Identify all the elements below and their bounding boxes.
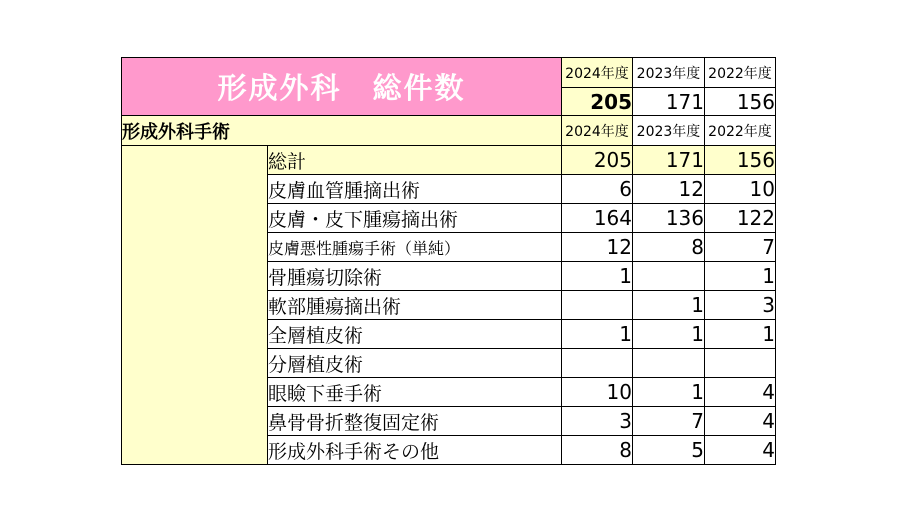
- procedure-label: 皮膚・皮下腫瘍摘出術: [268, 204, 562, 233]
- count-2023: 136: [633, 204, 705, 233]
- year-header-2023: 2023年度: [633, 58, 705, 88]
- count-2024: 6: [562, 175, 633, 204]
- section-label: 形成外科手術: [122, 116, 562, 146]
- sum-row: [122, 146, 776, 175]
- count-2023: [633, 262, 705, 291]
- year-header-2024: 2024年度: [562, 58, 633, 88]
- count-2024: [562, 349, 633, 378]
- table-title: 形成外科 総件数: [122, 58, 562, 116]
- total-count-2022: 156: [705, 88, 776, 116]
- count-2023: 8: [633, 233, 705, 262]
- procedure-label: 軟部腫瘍摘出術: [268, 291, 562, 320]
- count-2023: 7: [633, 407, 705, 436]
- section-side-fill: [122, 146, 268, 465]
- procedure-label: 形成外科手術その他: [268, 436, 562, 465]
- count-2024: [562, 291, 633, 320]
- count-2024: 1: [562, 320, 633, 349]
- count-2023: 5: [633, 436, 705, 465]
- count-2023: 171: [633, 146, 705, 175]
- count-2023: 1: [633, 320, 705, 349]
- count-2022: 122: [705, 204, 776, 233]
- section-header-row: [122, 116, 776, 146]
- count-2024: 205: [562, 146, 633, 175]
- section-year-2022: 2022年度: [705, 116, 776, 146]
- procedure-label: 皮膚悪性腫瘍手術（単純）: [268, 233, 562, 262]
- procedure-label: 総計: [268, 146, 562, 175]
- count-2022: 1: [705, 262, 776, 291]
- count-2022: 4: [705, 378, 776, 407]
- count-2023: [633, 349, 705, 378]
- count-2022: 3: [705, 291, 776, 320]
- surgery-count-table: [121, 57, 776, 465]
- count-2022: 156: [705, 146, 776, 175]
- count-2024: 8: [562, 436, 633, 465]
- count-2022: 1: [705, 320, 776, 349]
- count-2024: 3: [562, 407, 633, 436]
- count-2024: 10: [562, 378, 633, 407]
- count-2022: 4: [705, 407, 776, 436]
- count-2024: 12: [562, 233, 633, 262]
- count-2023: 12: [633, 175, 705, 204]
- section-year-2024: 2024年度: [562, 116, 633, 146]
- total-count-2024: 205: [562, 88, 633, 116]
- year-header-2022: 2022年度: [705, 58, 776, 88]
- count-2022: 10: [705, 175, 776, 204]
- count-2024: 164: [562, 204, 633, 233]
- count-2022: [705, 349, 776, 378]
- section-year-2023: 2023年度: [633, 116, 705, 146]
- count-2022: 4: [705, 436, 776, 465]
- procedure-label: 骨腫瘍切除術: [268, 262, 562, 291]
- count-2022: 7: [705, 233, 776, 262]
- procedure-rows: [122, 146, 776, 465]
- total-count-2023: 171: [633, 88, 705, 116]
- count-2023: 1: [633, 378, 705, 407]
- surgery-count-table-wrap: [121, 57, 776, 465]
- procedure-label: 皮膚血管腫摘出術: [268, 175, 562, 204]
- summary-header-row: [122, 58, 776, 88]
- procedure-label: 眼瞼下垂手術: [268, 378, 562, 407]
- procedure-label: 全層植皮術: [268, 320, 562, 349]
- procedure-label: 分層植皮術: [268, 349, 562, 378]
- count-2023: 1: [633, 291, 705, 320]
- procedure-label: 鼻骨骨折整復固定術: [268, 407, 562, 436]
- count-2024: 1: [562, 262, 633, 291]
